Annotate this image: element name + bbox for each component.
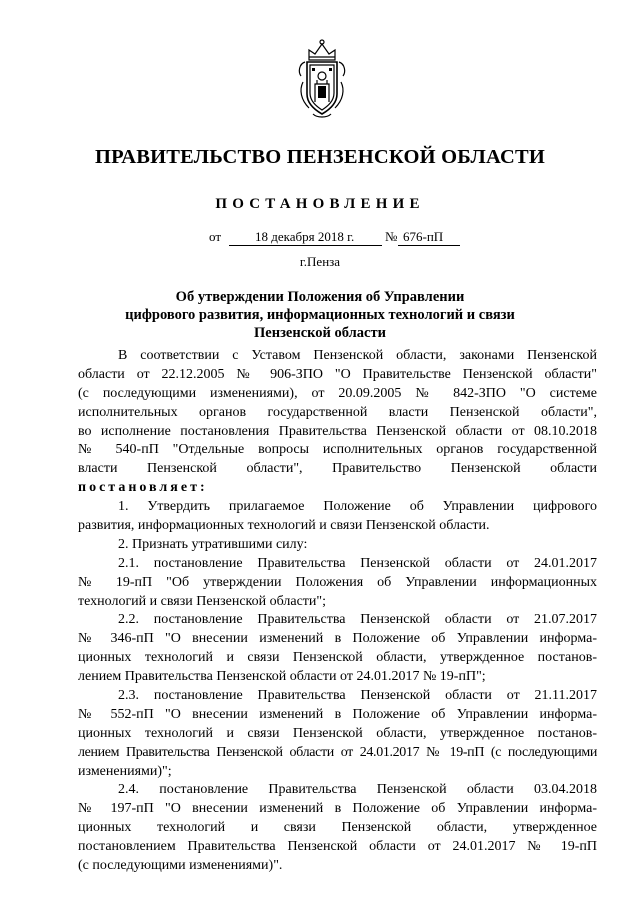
body-line: (с последующими изменениями)". [78,858,283,874]
coat-of-arms-emblem [295,38,349,120]
body-line: № 19-пП "Об утверждении Положения об Управлении информационных [78,574,597,590]
title-line: Пензенской области [254,325,386,341]
body-line: 2.3. постановление Правительства Пензенской области от 21.11.2017 [118,688,597,704]
body-line: В соответствии с Уставом Пензенской области, законами Пензенской [118,348,597,363]
body-line: 2. Признать утратившими силу: [118,536,308,552]
body-line: исполнительных органов государственной власти Пензенской области", [78,404,597,420]
body-line: развития, информационных технологий и связи Пензенской области. [78,518,490,534]
body-line: № 552-пП "О внесении изменений в Положение об Управлении информа- [78,706,597,722]
body-line: № 197-пП "О внесении изменений в Положение об Управлении информа- [78,801,597,817]
body-line: ционных технологий и связи Пензенской области, утвержденное постанов- [78,725,597,741]
title-line: Об утверждении Положения об Управлении [175,289,465,305]
body-line: № 540-пП "Отдельные вопросы исполнительных органов государственной [78,442,597,458]
body-line: № 346-пП "О внесении изменений в Положение об Управлении информа- [78,631,597,647]
body-line: власти Пензенской области", Правительство Пензенской области [78,461,597,477]
body-line: ционных технологий и связи Пензенской области, утвержденное [78,820,597,836]
body-line: во исполнение постановления Правительства Пензенской области от 08.10.2018 [78,423,597,439]
organization-name: ПРАВИТЕЛЬСТВО ПЕНЗЕНСКОЙ ОБЛАСТИ [95,146,545,168]
body-line: (с последующими изменениями), от 20.09.2005 № 842-ЗПО "О системе [78,385,597,401]
body-line: изменениями)"; [78,763,172,779]
body-line: ционных технологий и связи Пензенской области, утвержденное постанов- [78,650,597,666]
number-underline [398,245,460,246]
body-line: 2.4. постановление Правительства Пензенской области 03.04.2018 [118,782,597,798]
document-number: 676-пП [403,229,444,244]
date-prefix: от [209,229,222,244]
document-date: 18 декабря 2018 г. [255,229,355,244]
document-type: ПОСТАНОВЛЕНИЕ [215,196,425,212]
body-line: постановлением Правительства Пензенской области от 24.01.2017 № 19-пП [78,839,597,855]
number-prefix: № [385,229,398,244]
body-line: 1. Утвердить прилагаемое Положение об Управлении цифрового [118,499,597,515]
body-line: 2.2. постановление Правительства Пензенской области от 21.07.2017 [118,612,597,628]
body-line: лением Правительства Пензенской области от 24.01.2017 № 19-пП"; [78,669,486,685]
body-line: лением Правительства Пензенской области от 24.01.2017 № 19-пП (с последующими [78,744,597,760]
date-underline [229,245,382,246]
document-title [0,288,640,342]
city: г.Пенза [299,254,341,269]
resolve-word: постановляет: [78,480,208,496]
document-body [78,347,597,876]
body-line: области от 22.12.2005 № 906-ЗПО "О Правительстве Пензенской области" [78,366,597,382]
body-line: 2.1. постановление Правительства Пензенской области от 24.01.2017 [118,555,597,571]
title-line: цифрового развития, информационных технологий и связи [125,307,515,323]
body-line: технологий и связи Пензенской области"; [78,593,327,609]
